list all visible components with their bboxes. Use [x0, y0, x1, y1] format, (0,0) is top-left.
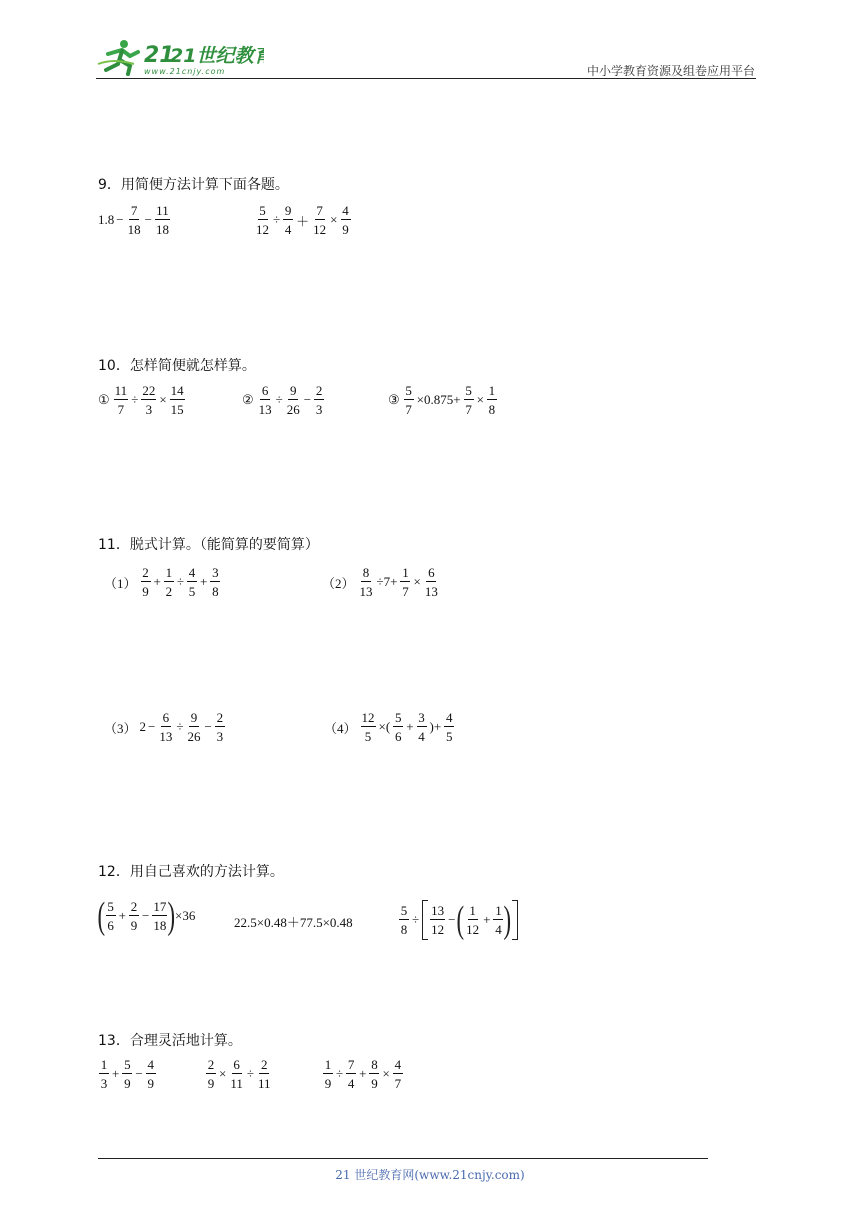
fraction	[359, 566, 374, 598]
q13-expression-1	[98, 1058, 157, 1090]
q11-expression-4	[324, 711, 455, 743]
denominator: 3	[216, 729, 224, 744]
number: 2	[139, 719, 147, 734]
operator: +	[112, 1066, 120, 1081]
operator: +	[200, 574, 208, 589]
numerator: 5	[259, 203, 266, 218]
fraction	[404, 384, 414, 416]
numerator: 11	[156, 203, 169, 218]
numerator: 11	[114, 383, 128, 398]
numerator: 1	[100, 1057, 108, 1072]
denominator: 9	[147, 1076, 154, 1091]
header-platform-text: 中小学教育资源及组卷应用平台	[586, 64, 755, 78]
q9-title: 9．用简便方法计算下面各题。	[98, 177, 289, 193]
denominator: 12	[431, 922, 445, 937]
numerator: 1	[469, 903, 476, 918]
fraction	[493, 904, 503, 936]
numerator: 12	[361, 710, 375, 725]
denominator: 26	[286, 402, 300, 417]
operator: ÷	[273, 212, 281, 227]
denominator: 6	[394, 729, 402, 744]
operator: −	[148, 719, 156, 734]
denominator: 9	[130, 918, 138, 933]
fraction	[393, 1058, 403, 1090]
denominator: 12	[313, 222, 327, 237]
q11-expression-3	[104, 711, 226, 743]
fraction	[487, 384, 497, 416]
numerator: 5	[124, 1057, 131, 1072]
fraction	[122, 1058, 132, 1090]
denominator: 9	[324, 1076, 332, 1091]
fraction	[400, 566, 410, 598]
numerator: 6	[428, 565, 435, 580]
fraction	[99, 1058, 109, 1090]
denominator: 13	[424, 584, 438, 599]
numerator: 2	[261, 1057, 268, 1072]
denominator: 13	[359, 584, 373, 599]
header-divider	[96, 78, 756, 79]
fraction	[312, 204, 327, 236]
numerator: 2	[130, 899, 138, 914]
denominator: 12	[466, 922, 480, 937]
denominator: 8	[488, 402, 496, 417]
q13-title: 13．合理灵活地计算。	[98, 1033, 242, 1049]
denominator: 9	[142, 584, 149, 599]
operator: ＋	[296, 213, 310, 229]
fraction	[369, 1058, 379, 1090]
q11-title: 11．脱式计算。（能简算的要简算）	[98, 537, 319, 553]
operator: ÷	[176, 719, 184, 734]
denominator: 4	[418, 729, 425, 744]
numerator: 3	[212, 565, 219, 580]
item-label: ②	[242, 392, 254, 407]
operator: +	[483, 912, 491, 927]
operator: ÷	[131, 392, 139, 407]
numerator: 4	[147, 1057, 154, 1072]
item-label: （4）	[324, 720, 357, 736]
denominator: 7	[117, 402, 125, 417]
fraction	[187, 566, 197, 598]
fraction	[170, 384, 185, 416]
operator: ×	[159, 392, 167, 407]
denominator: 6	[107, 918, 114, 933]
denominator: 18	[155, 222, 169, 237]
numerator: 4	[445, 710, 453, 725]
q10-expression-3	[388, 384, 498, 416]
numerator: 1	[495, 903, 502, 918]
number: ×36	[175, 908, 196, 923]
operator: −	[135, 1066, 143, 1081]
operator: ×	[330, 212, 338, 227]
svg-text:21世纪教育: 21世纪教育	[170, 45, 264, 67]
numerator: 9	[284, 203, 292, 218]
numerator: 2	[315, 383, 323, 398]
denominator: 8	[400, 922, 408, 937]
numerator: 4	[394, 1057, 402, 1072]
denominator: 3	[315, 402, 323, 417]
fraction	[286, 384, 301, 416]
operator: −	[448, 912, 456, 927]
denominator: 5	[445, 729, 453, 744]
denominator: 15	[170, 402, 184, 417]
numerator: 4	[342, 203, 349, 218]
fraction	[346, 1058, 356, 1090]
fraction	[424, 566, 439, 598]
denominator: 3	[145, 402, 153, 417]
item-label: （2）	[322, 575, 355, 591]
fraction	[127, 204, 142, 236]
operator: −	[303, 392, 312, 407]
q13-expression-2	[205, 1058, 273, 1090]
numerator: 3	[418, 710, 425, 725]
numerator: 9	[190, 710, 198, 725]
fraction	[283, 204, 293, 236]
denominator: 13	[159, 729, 173, 744]
operator: ÷7+	[376, 574, 398, 589]
numerator: 2	[216, 710, 224, 725]
denominator: 7	[405, 402, 412, 417]
numerator: 14	[170, 383, 184, 398]
fraction	[114, 384, 129, 416]
operator: ×0.875+	[416, 392, 461, 407]
operator: +	[118, 908, 126, 923]
item-label: （3）	[104, 720, 137, 736]
numerator: 2	[142, 565, 149, 580]
operator: +	[406, 719, 414, 734]
fraction	[146, 1058, 156, 1090]
denominator: 5	[364, 729, 372, 744]
numerator: 1	[402, 565, 409, 580]
fraction	[314, 384, 324, 416]
fraction	[257, 1058, 272, 1090]
denominator: 9	[342, 222, 349, 237]
q12-title: 12．用自己喜欢的方法计算。	[98, 864, 284, 880]
numerator: 7	[316, 203, 323, 218]
fraction	[106, 900, 116, 932]
fraction	[158, 711, 173, 743]
denominator: 12	[256, 222, 269, 237]
fraction	[399, 904, 409, 936]
site-logo	[94, 34, 264, 78]
fraction	[141, 566, 151, 598]
numerator: 5	[465, 383, 472, 398]
q11-expression-2	[322, 566, 440, 598]
operator: ×	[219, 1066, 227, 1081]
numerator: 5	[394, 710, 402, 725]
fraction	[215, 711, 225, 743]
operator: +	[153, 574, 161, 589]
q10-expression-1	[98, 384, 186, 416]
numerator: 2	[207, 1057, 215, 1072]
fraction	[141, 384, 156, 416]
denominator: 5	[188, 584, 196, 599]
parenthesis: )	[504, 898, 512, 941]
numerator: 1	[165, 565, 173, 580]
parenthesis: (	[457, 898, 465, 941]
numerator: 1	[488, 383, 496, 398]
footer-divider	[98, 1158, 708, 1159]
runner-logo-icon	[94, 34, 264, 78]
fraction	[258, 384, 273, 416]
q10-expression-2	[242, 384, 325, 416]
denominator: 18	[153, 918, 167, 933]
operator: +	[359, 1066, 367, 1081]
numerator: 13	[431, 903, 445, 918]
footer-site-link[interactable]: 21 世纪教育网(www.21cnjy.com)	[335, 1168, 525, 1182]
item-label: ①	[98, 392, 110, 407]
numerator: 6	[162, 710, 170, 725]
right-bracket	[512, 900, 518, 940]
fraction	[417, 711, 427, 743]
denominator: 13	[258, 402, 272, 417]
fraction	[464, 384, 474, 416]
fraction	[210, 566, 220, 598]
q9-expression-1	[98, 204, 171, 236]
numerator: 5	[107, 899, 114, 914]
item-label: （1）	[104, 575, 137, 591]
numerator: 8	[362, 565, 370, 580]
numerator: 6	[233, 1057, 240, 1072]
left-bracket	[422, 900, 428, 940]
denominator: 18	[127, 222, 141, 237]
fraction	[444, 711, 454, 743]
q10-title: 10．怎样简便就怎样算。	[98, 358, 256, 374]
numerator: 5	[405, 383, 412, 398]
fraction	[229, 1058, 244, 1090]
numerator: 4	[188, 565, 196, 580]
operator: −	[142, 908, 150, 923]
denominator: 11	[230, 1076, 243, 1091]
denominator: 7	[394, 1076, 402, 1091]
numerator: 6	[261, 383, 269, 398]
fraction	[361, 711, 376, 743]
q12-expression-1	[97, 894, 196, 937]
denominator: 7	[465, 402, 472, 417]
parenthesis: (	[97, 894, 106, 937]
denominator: 26	[187, 729, 201, 744]
denominator: 9	[207, 1076, 215, 1091]
denominator: 9	[124, 1076, 131, 1091]
denominator: 3	[100, 1076, 108, 1091]
operator: ÷	[275, 392, 283, 407]
parenthesis: )	[167, 894, 176, 937]
fraction	[155, 204, 170, 236]
fraction	[152, 900, 167, 932]
q11-expression-1	[104, 566, 221, 598]
numerator: 1	[324, 1057, 332, 1072]
numerator: 5	[400, 903, 408, 918]
q12-expression-3	[398, 900, 519, 940]
numerator: 17	[153, 899, 167, 914]
operator: ×(	[378, 719, 391, 734]
denominator: 4	[284, 222, 292, 237]
operator: ÷	[246, 1066, 255, 1081]
fraction	[393, 711, 403, 743]
svg-text:www.21cnjy.com: www.21cnjy.com	[144, 67, 226, 76]
operator: −	[204, 719, 212, 734]
fraction	[465, 904, 480, 936]
operator: ×	[413, 574, 421, 589]
numerator: 9	[290, 383, 297, 398]
fraction	[187, 711, 202, 743]
operator: ÷	[412, 912, 420, 927]
fraction	[206, 1058, 216, 1090]
operator: ×	[382, 1066, 390, 1081]
fraction	[164, 566, 174, 598]
fraction	[430, 904, 445, 936]
operator: −	[116, 212, 124, 227]
number: 1.8	[98, 212, 115, 227]
q9-expression-2	[254, 204, 352, 236]
operator: )+	[429, 719, 442, 734]
denominator: 9	[371, 1076, 378, 1091]
fraction	[255, 204, 270, 236]
denominator: 11	[258, 1076, 271, 1091]
numerator: 7	[347, 1057, 355, 1072]
fraction	[129, 900, 139, 932]
operator: ÷	[336, 1066, 344, 1081]
fraction	[323, 1058, 333, 1090]
numerator: 22	[142, 383, 156, 398]
number: 22.5×0.48＋77.5×0.48	[234, 915, 353, 930]
q13-expression-3	[322, 1058, 404, 1090]
numerator: 8	[371, 1057, 378, 1072]
operator: ÷	[176, 574, 184, 589]
denominator: 7	[402, 584, 409, 599]
q12-expression-2	[234, 912, 353, 931]
numerator: 7	[130, 203, 138, 218]
svg-text:21: 21	[144, 43, 175, 68]
operator: ×	[476, 392, 484, 407]
fraction	[341, 204, 351, 236]
denominator: 4	[347, 1076, 355, 1091]
denominator: 8	[212, 584, 219, 599]
item-label: ③	[388, 392, 400, 407]
denominator: 2	[165, 584, 173, 599]
operator: −	[144, 212, 152, 227]
denominator: 4	[495, 922, 502, 937]
